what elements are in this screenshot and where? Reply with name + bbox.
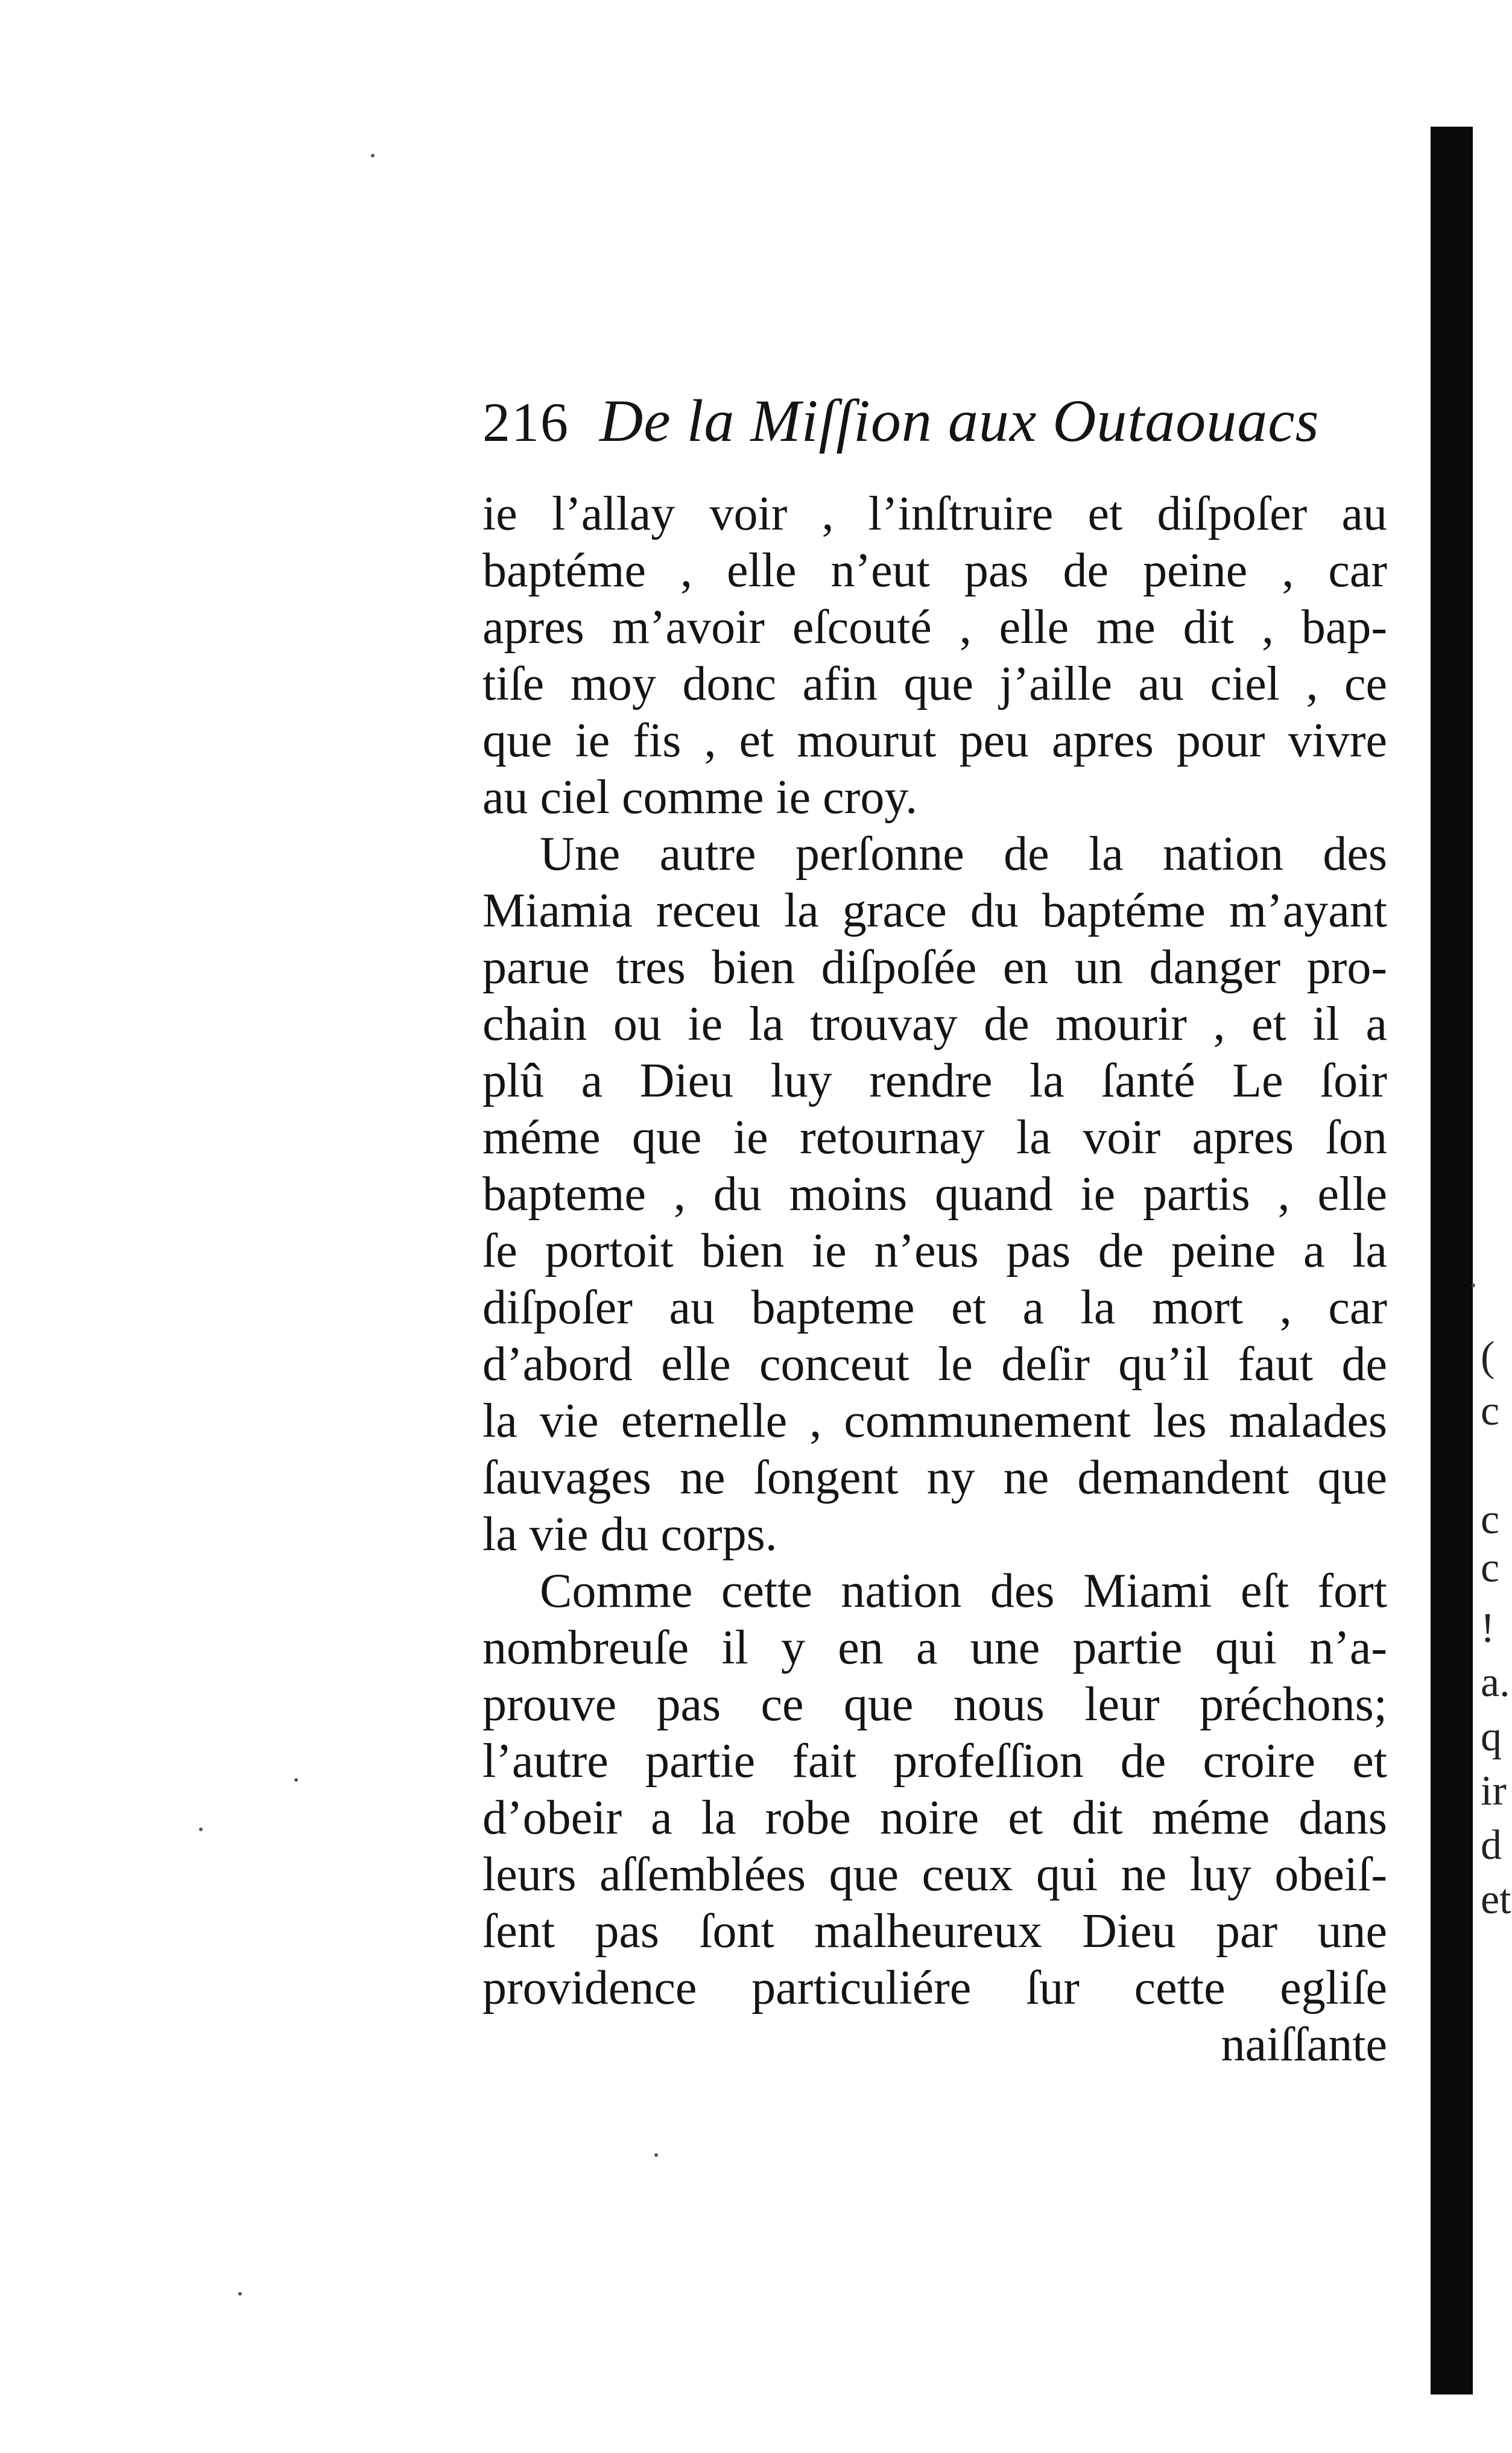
paper-speck xyxy=(654,2153,658,2157)
binding-shadow xyxy=(1431,127,1473,2394)
text-line: ie l’allay voir , l’inſtruire et diſpoſer au xyxy=(482,487,1387,540)
text-line: la vie du corps. xyxy=(482,1508,777,1561)
text-line: au ciel comme ie croy. xyxy=(482,771,918,824)
page-number: 216 xyxy=(482,391,569,453)
text-line: d’abord elle conceut le deſir qu’il faut de xyxy=(482,1338,1387,1391)
text-line: bapteme , du moins quand ie partis , elle xyxy=(482,1168,1387,1221)
text-line: ſe portoit bien ie n’eus pas de peine a la xyxy=(482,1224,1387,1277)
running-title: De la Miſſion aux Outaouacs xyxy=(599,387,1320,454)
text-line: providence particuliére ſur cette egliſe xyxy=(482,1961,1387,2015)
facing-page-fragment: et xyxy=(1481,1876,1511,1923)
catchword: naiſſante xyxy=(1221,2018,1387,2071)
text-line: apres m’avoir eſcouté , elle me dit , bap- xyxy=(482,601,1387,654)
text-line: tiſe moy donc afin que j’aille au ciel , ce xyxy=(482,657,1387,711)
text-line: chain ou ie la trouvay de mourir , et il a xyxy=(482,998,1387,1051)
facing-page-fragment: c xyxy=(1481,1496,1500,1543)
paragraph-3 xyxy=(482,1563,1387,2016)
facing-page-fragment: c xyxy=(1481,1388,1500,1434)
text-line: Une autre perſonne de la nation des xyxy=(540,828,1387,881)
text-line: nombreuſe il y en a une partie qui n’a- xyxy=(482,1621,1387,1674)
text-line: Comme cette nation des Miami eſt fort xyxy=(540,1565,1387,1618)
body-text xyxy=(482,486,1387,2073)
facing-page-fragment: ! xyxy=(1481,1605,1495,1651)
text-line: ſauvages ne ſongent ny ne demandent que xyxy=(482,1451,1387,1504)
text-line: leurs aſſemblées que ceux qui ne luy obeiſ- xyxy=(482,1848,1387,1901)
text-line: baptéme , elle n’eut pas de peine , car xyxy=(482,544,1387,597)
text-line: d’obeir a la robe noire et dit méme dans xyxy=(482,1791,1387,1844)
text-line: l’autre partie fait profeſſion de croire et xyxy=(482,1735,1387,1788)
text-line: parue tres bien diſpoſée en un danger pro- xyxy=(482,941,1387,994)
facing-page-fragment: ir xyxy=(1481,1768,1507,1814)
paper-speck xyxy=(238,2292,242,2296)
text-line: Miamia receu la grace du baptéme m’ayant xyxy=(482,884,1387,937)
facing-page-fragment: c xyxy=(1481,1545,1500,1591)
text-line: ſent pas ſont malheureux Dieu par une xyxy=(482,1905,1387,1958)
facing-page-fragment: q xyxy=(1481,1714,1502,1760)
text-line: plû a Dieu luy rendre la ſanté Le ſoir xyxy=(482,1054,1387,1107)
paper-speck xyxy=(371,154,375,157)
text-line: méme que ie retournay la voir apres ſon xyxy=(482,1111,1387,1164)
text-line: prouve pas ce que nous leur préchons; xyxy=(482,1678,1387,1731)
paper-speck xyxy=(294,1778,298,1782)
paragraph-2 xyxy=(482,826,1387,1563)
paper-speck xyxy=(1472,1283,1475,1287)
facing-page-fragment: ( xyxy=(1481,1334,1495,1380)
facing-page-fragment: d xyxy=(1481,1822,1502,1869)
paper-speck xyxy=(199,1828,203,1831)
text-line: la vie eternelle , communement les malades xyxy=(482,1394,1387,1448)
paragraph-1 xyxy=(482,486,1387,826)
page-header xyxy=(482,386,1399,470)
facing-page-fragment: a. xyxy=(1481,1659,1510,1706)
text-line: que ie fis , et mourut peu apres pour vivre xyxy=(482,714,1387,767)
text-line: diſpoſer au bapteme et a la mort , car xyxy=(482,1281,1387,1334)
